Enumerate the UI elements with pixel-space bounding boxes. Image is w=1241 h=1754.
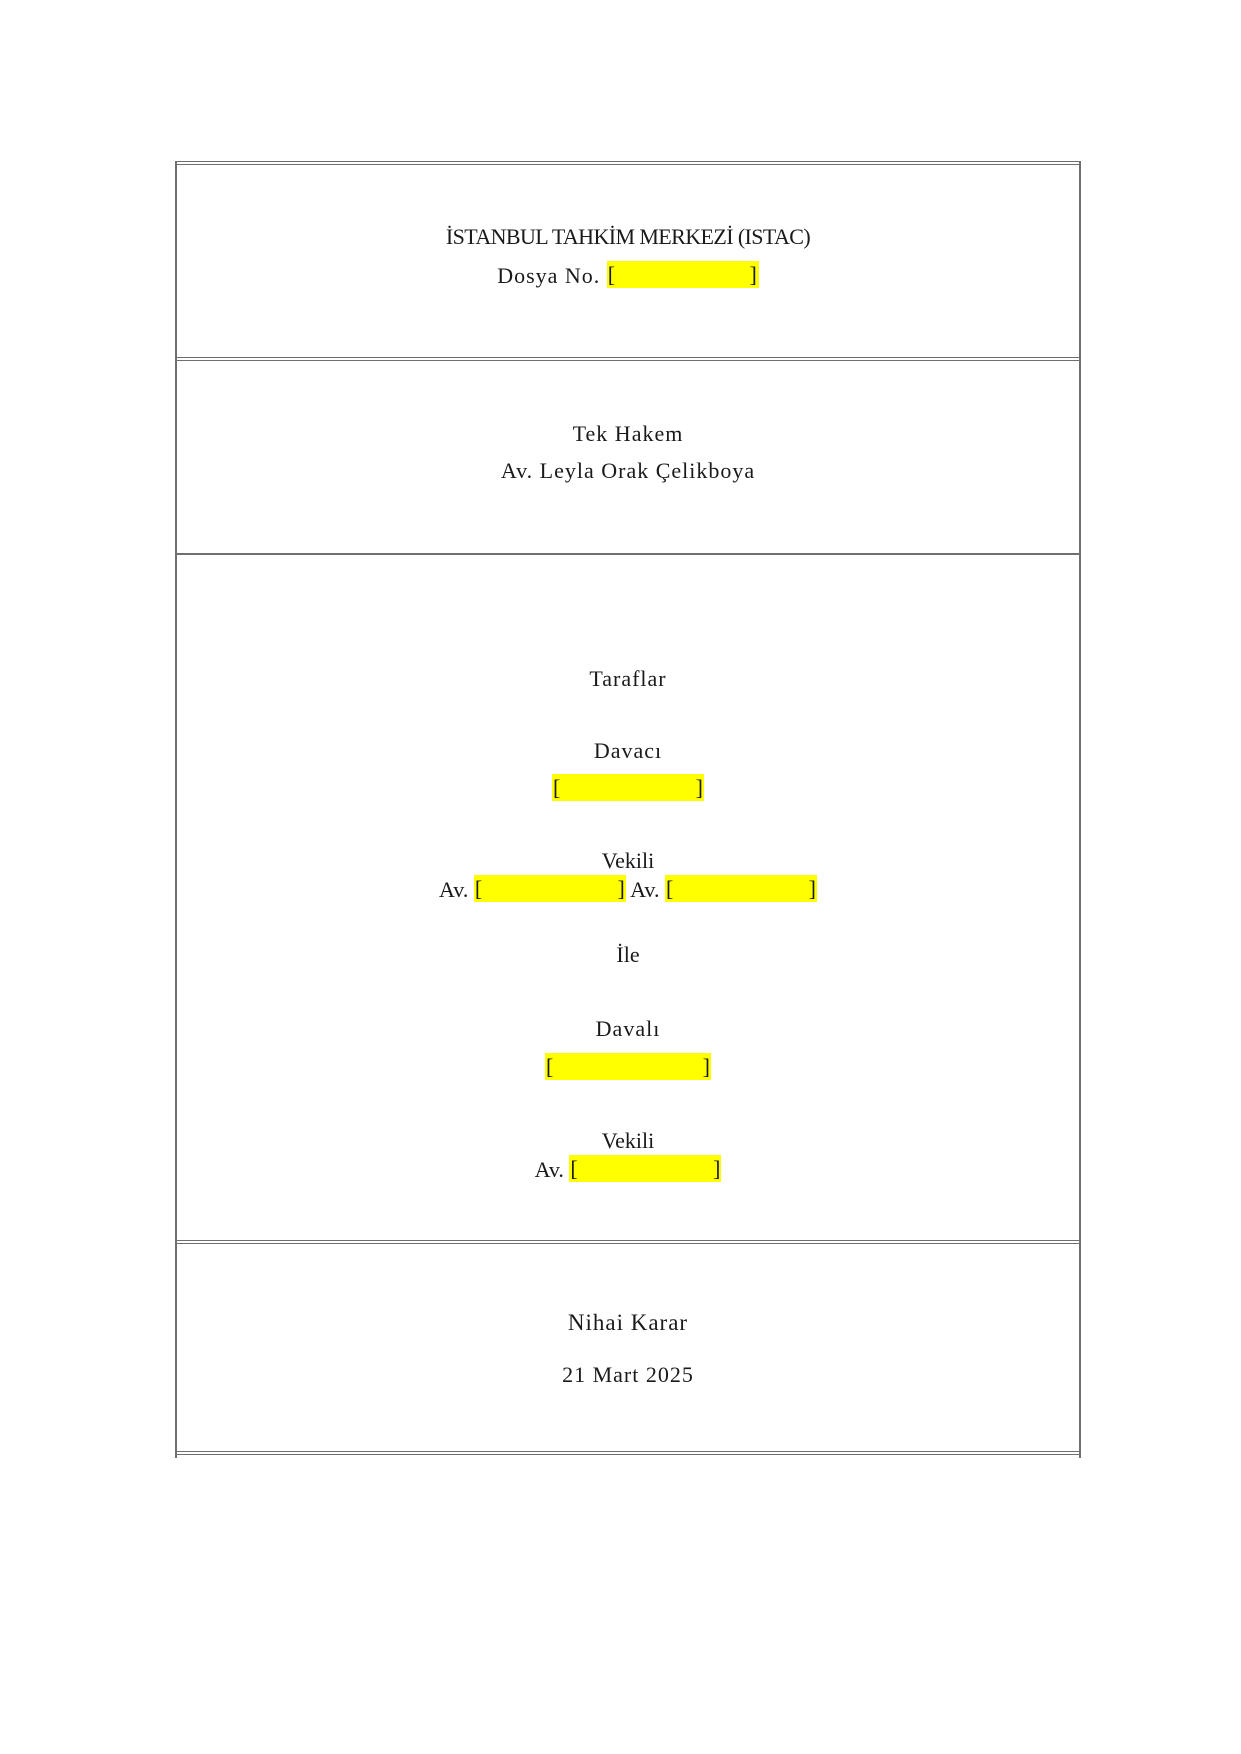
connector-text: İle [616, 942, 640, 967]
av-prefix-2: Av. [630, 877, 660, 902]
arbitrator-title: Tek Hakem [572, 421, 684, 446]
file-number-redaction: [ ] [607, 262, 758, 287]
parties-heading: Taraflar [589, 666, 667, 691]
decision-title: Nihai Karar [567, 1310, 689, 1335]
section-divider-3 [175, 1240, 1081, 1244]
arbitrator-name: Av. Leyla Orak Çelikboya [500, 458, 756, 483]
av-prefix-3: Av. [534, 1157, 564, 1182]
respondent-counsel-label: Vekili [601, 1128, 655, 1153]
claimant-counsel-2-redaction: [ ] [665, 876, 816, 901]
section-divider-1 [175, 357, 1081, 361]
respondent-counsel-line [175, 1155, 1081, 1183]
claimant-name-line [175, 774, 1081, 802]
frame-bottom-border [175, 1451, 1081, 1455]
respondent-name-redaction: [ ] [546, 1054, 710, 1079]
claimant-counsel-1-redaction: [ ] [474, 876, 625, 901]
decision-date: 21 Mart 2025 [562, 1362, 694, 1387]
institution-name: İSTANBUL TAHKİM MERKEZİ (ISTAC) [445, 224, 811, 249]
respondent-label: Davalı [595, 1016, 661, 1041]
frame-top-border [175, 161, 1081, 165]
file-number-label: Dosya No. [497, 263, 601, 288]
claimant-name-redaction: [ ] [553, 775, 703, 800]
claimant-counsel-line [175, 875, 1081, 903]
claimant-counsel-label: Vekili [601, 848, 655, 873]
respondent-counsel-redaction: [ ] [570, 1156, 721, 1181]
av-prefix-1: Av. [439, 877, 469, 902]
section-divider-2 [175, 553, 1081, 555]
file-number-line [175, 261, 1081, 289]
respondent-name-line [175, 1053, 1081, 1081]
claimant-label: Davacı [593, 738, 663, 763]
